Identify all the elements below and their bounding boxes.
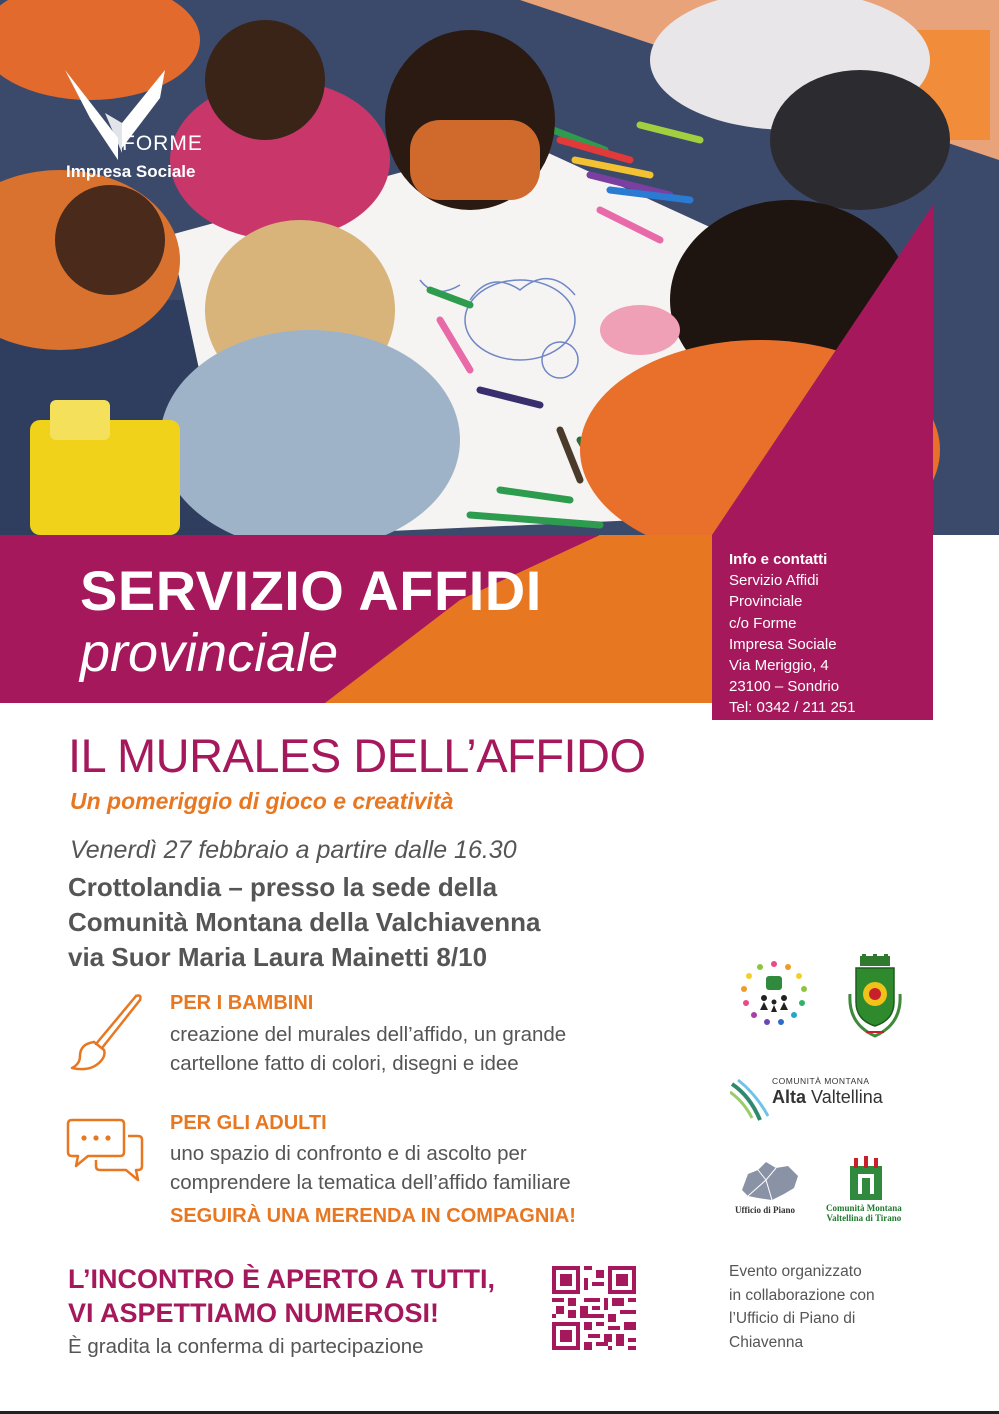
organizer-line: in collaborazione con [729, 1286, 875, 1304]
cm-tirano-line: Valtellina di Tirano [826, 1213, 902, 1223]
closing-line: VI ASPETTIAMO NUMEROSI! [68, 1298, 440, 1328]
paintbrush-icon [66, 992, 144, 1072]
organizer-line: Chiavenna [729, 1333, 804, 1351]
event-title: IL MURALES DELL’AFFIDO [68, 729, 646, 782]
event-date: Venerdì 27 febbraio a partire dalle 16.30 [70, 836, 517, 864]
info-contacts [729, 549, 856, 719]
confirm-note: È gradita la conferma di partecipazione [68, 1335, 424, 1358]
organizer-note [729, 1260, 875, 1354]
cm-alta-bold: Alta [772, 1087, 807, 1107]
info-phone: Tel: 0342 / 211 251 [729, 699, 856, 717]
cm-tirano-logo-icon [848, 1156, 884, 1202]
adults-section-body [170, 1139, 571, 1197]
hours-heading: Orari di apertura [729, 807, 847, 824]
ufficio-di-piano-label: Ufficio di Piano [735, 1205, 795, 1215]
adults-section-title: PER GLI ADULTI [170, 1112, 327, 1134]
kids-section-body [170, 1020, 566, 1078]
hours-line: 14.00 – 17.00 [729, 870, 821, 888]
cm-alta-name [772, 1087, 883, 1108]
chat-bubbles-icon [66, 1114, 146, 1186]
closing-line: L’INCONTRO È APERTO A TUTTI, [68, 1264, 496, 1294]
kids-line: creazione del murales dell’affido, un grande [170, 1023, 567, 1046]
info-line: Via Meriggio, 4 [729, 657, 829, 675]
cm-alta-rest: Valtellina [811, 1087, 883, 1107]
info-hours [729, 805, 863, 890]
alta-valtellina-logo-icon [730, 1076, 772, 1122]
event-subtitle: Un pomeriggio di gioco e creatività [70, 788, 454, 814]
event-address: via Suor Maria Laura Mainetti 8/10 [68, 942, 488, 972]
adults-line: comprendere la tematica dell’affido familiare [170, 1171, 571, 1194]
organizer-line: Evento organizzato [729, 1263, 862, 1280]
main-title-sub: provinciale [80, 623, 339, 683]
snack-notice: SEGUIRÀ UNA MERENDA IN COMPAGNIA! [170, 1205, 576, 1227]
ufficio-piano-chiavenna-logo-icon [736, 958, 812, 1034]
logo-word: FORME [122, 132, 203, 155]
website-link[interactable]: formecoop.it [729, 764, 820, 782]
info-line: Provinciale [729, 593, 803, 611]
main-title: SERVIZIO AFFIDI [80, 559, 542, 622]
logo-subtitle: Impresa Sociale [66, 162, 196, 181]
info-line: c/o Forme [729, 614, 797, 632]
hours-line: Mercoledì e Venerdì [729, 828, 864, 846]
cm-tirano-line: Comunità Montana [826, 1203, 902, 1213]
info-line: Servizio Affidi [729, 572, 819, 590]
info-line: Impresa Sociale [729, 635, 837, 653]
info-line: 23100 – Sondrio [729, 678, 840, 696]
cm-tirano-label [826, 1203, 902, 1223]
qr-code-icon[interactable] [552, 1266, 636, 1350]
organizer-line: l’Ufficio di Piano di [729, 1310, 856, 1327]
kids-section-title: PER I BAMBINI [170, 992, 314, 1014]
kids-line: cartellone fatto di colori, disegni e idee [170, 1052, 519, 1075]
ufficio-di-piano-map-icon [736, 1160, 804, 1204]
cm-alta-label: COMUNITÀ MONTANA [772, 1076, 870, 1086]
email-link[interactable]: affido@formecoop.it [729, 743, 876, 760]
event-place-line: Comunità Montana della Valchiavenna [68, 907, 541, 937]
info-contacts-heading: Info e contatti [729, 551, 828, 568]
event-place-line: Crottolandia – presso la sede della [68, 872, 498, 902]
adults-line: uno spazio di confronto e di ascolto per [170, 1142, 527, 1165]
hours-line: 09.00 – 13.00 [729, 849, 821, 867]
chiavenna-coat-of-arms-icon [846, 954, 904, 1040]
info-web [729, 741, 875, 783]
